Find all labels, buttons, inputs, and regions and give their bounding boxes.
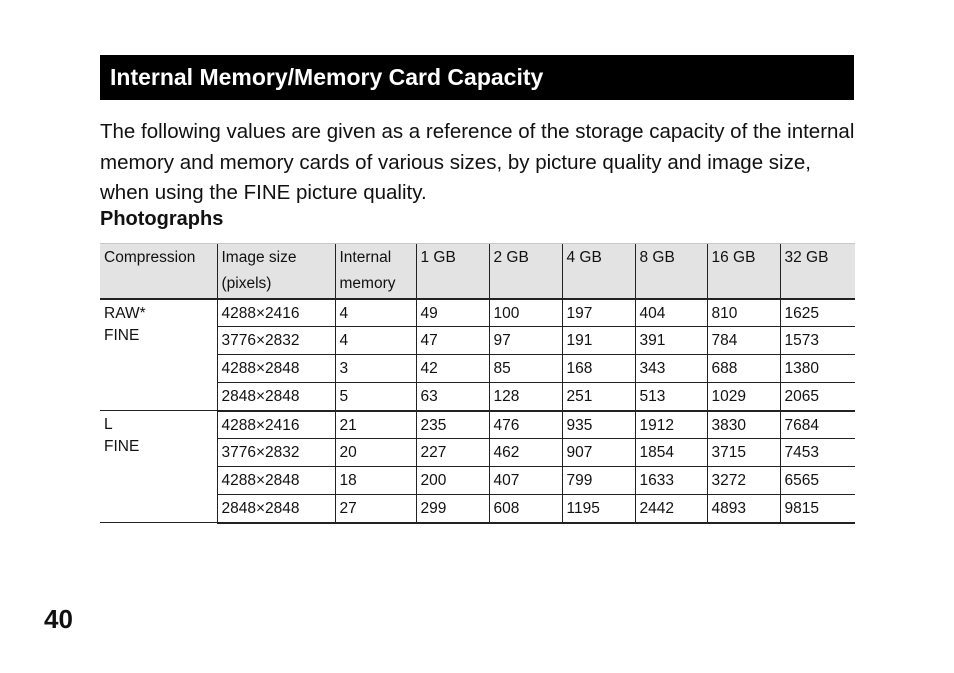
capacity-cell: 2065 (780, 383, 855, 411)
image-size-cell: 3776×2832 (217, 439, 335, 467)
compression-label: L (104, 416, 113, 433)
capacity-cell: 3272 (707, 467, 780, 495)
column-header: Image size (pixels) (217, 244, 335, 299)
capacity-cell: 191 (562, 327, 635, 355)
capacity-cell: 27 (335, 495, 416, 523)
page-number: 40 (44, 604, 73, 634)
capacity-cell: 197 (562, 299, 635, 327)
compression-cell (100, 411, 217, 523)
image-size-cell: 4288×2416 (217, 411, 335, 439)
capacity-cell: 688 (707, 355, 780, 383)
capacity-cell: 810 (707, 299, 780, 327)
capacity-cell: 799 (562, 467, 635, 495)
compression-label: RAW* (104, 304, 146, 322)
section-heading-bar (100, 55, 854, 100)
capacity-cell: 1195 (562, 495, 635, 523)
column-header: 4 GB (562, 244, 635, 299)
capacity-cell: 128 (489, 383, 562, 411)
capacity-cell: 935 (562, 411, 635, 439)
capacity-cell: 1625 (780, 299, 855, 327)
capacity-cell: 404 (635, 299, 707, 327)
capacity-cell: 4893 (707, 495, 780, 523)
photographs-subheading: Photographs (100, 208, 224, 230)
capacity-cell: 42 (416, 355, 489, 383)
capacity-cell: 391 (635, 327, 707, 355)
capacity-cell: 5 (335, 383, 416, 411)
capacity-cell: 907 (562, 439, 635, 467)
capacity-cell: 343 (635, 355, 707, 383)
capacity-cell: 462 (489, 439, 562, 467)
capacity-cell: 18 (335, 467, 416, 495)
table-row (100, 299, 855, 327)
capacity-cell: 1380 (780, 355, 855, 383)
capacity-cell: 227 (416, 439, 489, 467)
column-header: 1 GB (416, 244, 489, 299)
capacity-cell: 608 (489, 495, 562, 523)
section-heading: Internal Memory/Memory Card Capacity (110, 64, 544, 90)
capacity-cell: 6565 (780, 467, 855, 495)
capacity-cell: 200 (416, 467, 489, 495)
capacity-cell: 21 (335, 411, 416, 439)
capacity-cell: 97 (489, 327, 562, 355)
table-body (100, 299, 855, 523)
image-size-cell: 4288×2416 (217, 299, 335, 327)
capacity-cell: 1912 (635, 411, 707, 439)
capacity-cell: 407 (489, 467, 562, 495)
column-header: 8 GB (635, 244, 707, 299)
quality-label: FINE (104, 326, 140, 344)
column-header: 16 GB (707, 244, 780, 299)
capacity-cell: 299 (416, 495, 489, 523)
column-header: 2 GB (489, 244, 562, 299)
column-header: Compression (100, 244, 217, 299)
capacity-cell: 49 (416, 299, 489, 327)
capacity-cell: 3 (335, 355, 416, 383)
capacity-cell: 2442 (635, 495, 707, 523)
capacity-cell: 1029 (707, 383, 780, 411)
capacity-cell: 7684 (780, 411, 855, 439)
capacity-cell: 85 (489, 355, 562, 383)
quality-label: FINE (104, 438, 140, 455)
column-header: 32 GB (780, 244, 855, 299)
image-size-cell: 4288×2848 (217, 355, 335, 383)
capacity-cell: 235 (416, 411, 489, 439)
capacity-cell: 513 (635, 383, 707, 411)
compression-cell (100, 299, 217, 411)
capacity-cell: 63 (416, 383, 489, 411)
image-size-cell: 4288×2848 (217, 467, 335, 495)
capacity-cell: 7453 (780, 439, 855, 467)
capacity-cell: 9815 (780, 495, 855, 523)
capacity-cell: 20 (335, 439, 416, 467)
table-header-row (100, 244, 855, 299)
capacity-cell: 3830 (707, 411, 780, 439)
capacity-cell: 476 (489, 411, 562, 439)
capacity-cell: 1854 (635, 439, 707, 467)
capacity-cell: 4 (335, 299, 416, 327)
capacity-table (100, 243, 855, 524)
capacity-cell: 251 (562, 383, 635, 411)
capacity-cell: 168 (562, 355, 635, 383)
capacity-cell: 3715 (707, 439, 780, 467)
image-size-cell: 3776×2832 (217, 327, 335, 355)
column-header: Internal memory (335, 244, 416, 299)
capacity-cell: 100 (489, 299, 562, 327)
intro-paragraph: The following values are given as a reference of the storage capacity of the internal memory and memory cards of various sizes, by picture quality and image size, when using the FINE picture quality. (100, 120, 855, 204)
capacity-cell: 1573 (780, 327, 855, 355)
capacity-cell: 1633 (635, 467, 707, 495)
image-size-cell: 2848×2848 (217, 383, 335, 411)
table-row (100, 411, 855, 439)
capacity-cell: 784 (707, 327, 780, 355)
capacity-cell: 4 (335, 327, 416, 355)
image-size-cell: 2848×2848 (217, 495, 335, 523)
capacity-cell: 47 (416, 327, 489, 355)
